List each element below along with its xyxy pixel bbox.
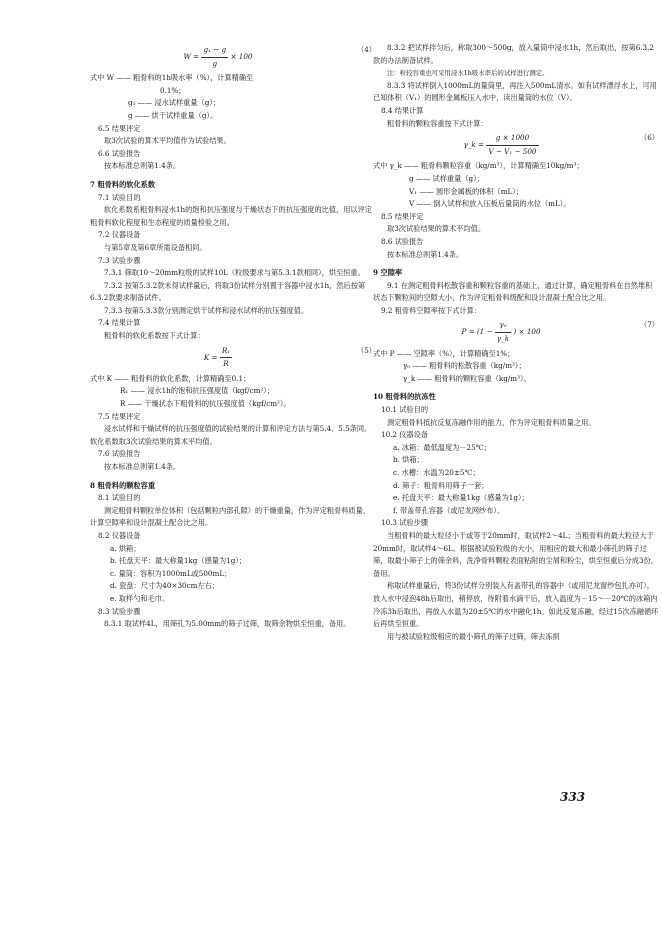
paragraph: 测定粗骨料抵抗反复冻融作用的能力，作为评定粗骨料质量之用。 [387, 417, 596, 427]
where-line: γ_k —— 粗骨料的颗粒容重（kg/m³）。 [403, 373, 531, 383]
paragraph: 8.3.1 取试样4L，用筛孔为5.00mm的筛子过筛，取筛余物烘至恒重，备用。 [104, 619, 351, 629]
formula-6: γ_k = $\frac{g \times 1000}{\text{V − V₁ − 500}}$ （6） [373, 130, 659, 160]
paragraph: 8.3.2 把试样拌匀后，称取300～500g，放入量筒中浸水1h，然后取出，按第6.3.2款的办法制备试样。 [373, 43, 654, 65]
paragraph: 8.3.3 将试样倒入1000mL的量筒里，再注入500mL清水。如有试样漂浮水上，可用已知体积（V₁）的圆形金属板压入水中，读出量筒的水位（V）。 [373, 80, 657, 103]
paragraph: 7.3.2 按第5.3.2款未得试样量后，将取3份试样分别置于容器中浸水1h，然后按第6.3.2款要求制备试件。 [90, 280, 366, 303]
where-line: 式中 P —— 空隙率（%），计算精确至1%； [373, 348, 515, 358]
paragraph: 9.1 在测定粗骨料松散容重和颗粒容重的基础上，通过计算，确定粗骨料在自然堆积状态下颗粒间的空隙大小，作为评定粗骨料级配和设计混凝土配合比之用。 [373, 280, 653, 303]
list-item: b. 托盘天平：最大称量1kg（感量为1g）； [110, 556, 247, 566]
paragraph: 粗骨料的颗粒容重按下式计算： [387, 118, 488, 128]
section-heading: 6.5 结果评定 [98, 123, 141, 133]
page-number: 333 [560, 790, 586, 804]
section-heading: 8.5 结果评定 [381, 211, 424, 221]
note: 注：粒较容重也可采用浸水1h吸水率后的试样进行测定。 [387, 69, 549, 78]
chapter-heading: 10 粗骨料的抗冻性 [373, 392, 436, 402]
where-line: g —— 试样重量（g）； [409, 173, 484, 183]
formula-5: K = $\frac{\text{R₁}}{R}$ （5） [90, 343, 376, 373]
chapter-heading: 7 粗骨料的软化系数 [90, 179, 156, 189]
paragraph: 7.3.3 按第5.3.3款分别测定烘干试样和浸水试样的抗压强度值。 [104, 305, 309, 315]
formula-7: P = (1 − $\frac{\text{γ₀}}{\gamma\_k}$ ) × 100 （7） [373, 317, 659, 347]
list-item: e. 托盘天平：最大称量1kg（感量为1g）； [393, 493, 529, 503]
equation-number: （7） [640, 320, 659, 330]
list-item: b. 烘箱； [393, 455, 424, 465]
paragraph: 粗骨料的软化系数按下式计算： [104, 331, 205, 341]
section-heading: 7.3 试验步骤 [98, 255, 141, 265]
paragraph: 用与被试验粒级相应的最小筛孔的筛子过筛，筛去冻损 [387, 631, 560, 641]
section-heading: 6.6 试验报告 [98, 148, 141, 158]
where-line: V —— 倒入试样和放入压板后量筒的水位（mL）。 [409, 199, 571, 209]
list-item: a. 冰箱：最低温度为－25℃； [393, 442, 491, 452]
left-column [90, 42, 376, 631]
paragraph: 与第5章及第6章所需设备相同。 [104, 242, 207, 252]
section-heading: 7.6 试验报告 [98, 449, 141, 459]
paragraph: 软化系数系粗骨料浸水1h的饱和抗压强度与干燥状态下的抗压强度的比值，用以评定粗骨料软化程度和生态程度的质量检验之用。 [90, 205, 372, 227]
where-line: γ₀ —— 粗骨料的松散容重（kg/m³）； [403, 361, 526, 371]
list-item: f. 带盖带孔容器（或尼龙网纱布）。 [393, 505, 505, 515]
section-heading: 8.4 结果计算 [381, 105, 424, 115]
section-heading: 10.2 仪器设备 [381, 430, 429, 440]
fraction: $\frac{\text{R₁}}{R}$ [221, 345, 231, 369]
list-item: c. 量筒：容积为1000mL或500mL； [110, 568, 232, 578]
section-heading: 8.3 试验步骤 [98, 606, 141, 616]
paragraph: 浸水试样和干燥试样的抗压强度值的试验结果的计算和评定方法与第5.4、5.5条同。软化系数取3次试验结果的算术平均值。 [90, 424, 372, 446]
paragraph: 按本标准总则第1.4条。 [104, 161, 181, 171]
equation-number: （4） [357, 45, 376, 54]
paragraph: 当粗骨料的最大粒径小于或等于20mm时，取试样2～4L；当粗骨料的最大粒径大于20mm时，取试样4～6L。根据被试验粒级的大小，用相应的最大和最小筛孔的筛子过筛，取最小筛子上的筛余料，洗净骨料颗粒表面粘附的尘屑和粉尘，烘至恒重后分成3份，备用。 [373, 530, 658, 578]
where-line: 式中 γ_k —— 粗骨料颗粒容重（kg/m³），计算精确至10kg/m³； [373, 161, 584, 171]
list-item: a. 烘箱； [110, 543, 141, 553]
fraction: $\frac{\text{g₁ − g}}{g}$ [203, 45, 227, 68]
section-heading: 7.1 试验目的 [98, 192, 141, 202]
where-line: g₁ —— 浸水试样重量（g）； [128, 98, 221, 108]
section-heading: 10.3 试验步骤 [381, 518, 429, 528]
section-heading: 9.2 粗骨料空隙率按下式计算： [381, 305, 481, 315]
equation-number: （6） [640, 133, 659, 143]
paragraph: 取3次试验的算术平均值作为试验结果。 [104, 136, 231, 146]
paragraph: 测定粗骨料颗粒单位体积（包括颗粒内部孔隙）的干燥重量，作为评定粗骨料质量、计算空隙率和设计混凝土配合比之用。 [90, 505, 370, 528]
list-item: d. 瓷盘：尺寸为40×30cm左右； [110, 581, 220, 591]
section-heading: 8.2 仪器设备 [98, 530, 141, 540]
where-line: R₁ —— 浸水1h的饱和抗压强度值（kgf/cm²）； [120, 386, 275, 396]
equation-number: （5） [357, 345, 376, 355]
where-line: V₁ —— 圆形金属板的体积（mL）； [409, 186, 524, 196]
formula-lhs: W [183, 52, 191, 62]
section-heading: 8.6 试验报告 [381, 236, 424, 246]
paragraph: 按本标准总则第1.4条。 [387, 249, 464, 259]
section-heading: 7.2 仪器设备 [98, 230, 141, 240]
fraction: $\frac{\text{γ₀}}{\gamma\_k}$ [496, 320, 510, 344]
list-item: c. 水槽：水温为20±5℃； [393, 468, 480, 477]
list-item: d. 筛子：粗骨料用筛子一套； [393, 480, 489, 490]
section-heading: 8.1 试验目的 [98, 493, 141, 503]
where-line: 0.1%； [160, 85, 186, 95]
list-item: e. 取样勺和毛巾。 [110, 593, 170, 603]
paragraph: 按本标准总则第1.4条。 [104, 462, 181, 471]
formula-4: W = $\frac{\text{g₁ − g}}{g}$ × 100 （4） [90, 42, 376, 72]
right-column [373, 42, 659, 643]
where-line: g —— 烘干试样重量（g）。 [128, 110, 218, 120]
section-heading: 7.4 结果计算 [98, 318, 141, 328]
section-heading: 10.1 试验目的 [381, 405, 429, 415]
where-line: 式中 W —— 粗骨料的1h吸水率（%），计算精确至 [90, 73, 254, 83]
where-line: R —— 干燥状态下粗骨料的抗压强度值（kgf/cm²）。 [120, 399, 291, 409]
paragraph: 称取试样重量后，将3份试样分别装入有盖带孔的容器中（或用尼龙窗纱包扎亦可），放入水中浸泡48h后取出，稍停放，待附着水滴干后，放入温度为－15～－20℃的冰箱内冷冻3h后取出，再放入水温为20±5℃的水中融化1h。如此反复冻融，经过15次冻融循环后再烘至恒重。 [373, 581, 659, 629]
chapter-heading: 8 粗骨料的颗粒容重 [90, 480, 156, 490]
where-line: 式中 K —— 粗骨料的软化系数，计算精确至0.1； [90, 373, 251, 383]
paragraph: 7.3.1 筛取10～20mm粒级的试样10L（粒级要求与第5.3.1款相同），烘至恒重。 [104, 268, 365, 278]
fraction: $\frac{g \times 1000}{\text{V − V₁ − 500}}$ [488, 133, 537, 156]
section-heading: 7.5 结果评定 [98, 411, 141, 421]
paragraph: 取3次试验结果的算术平均值。 [387, 224, 486, 234]
chapter-heading: 9 空隙率 [373, 268, 403, 278]
